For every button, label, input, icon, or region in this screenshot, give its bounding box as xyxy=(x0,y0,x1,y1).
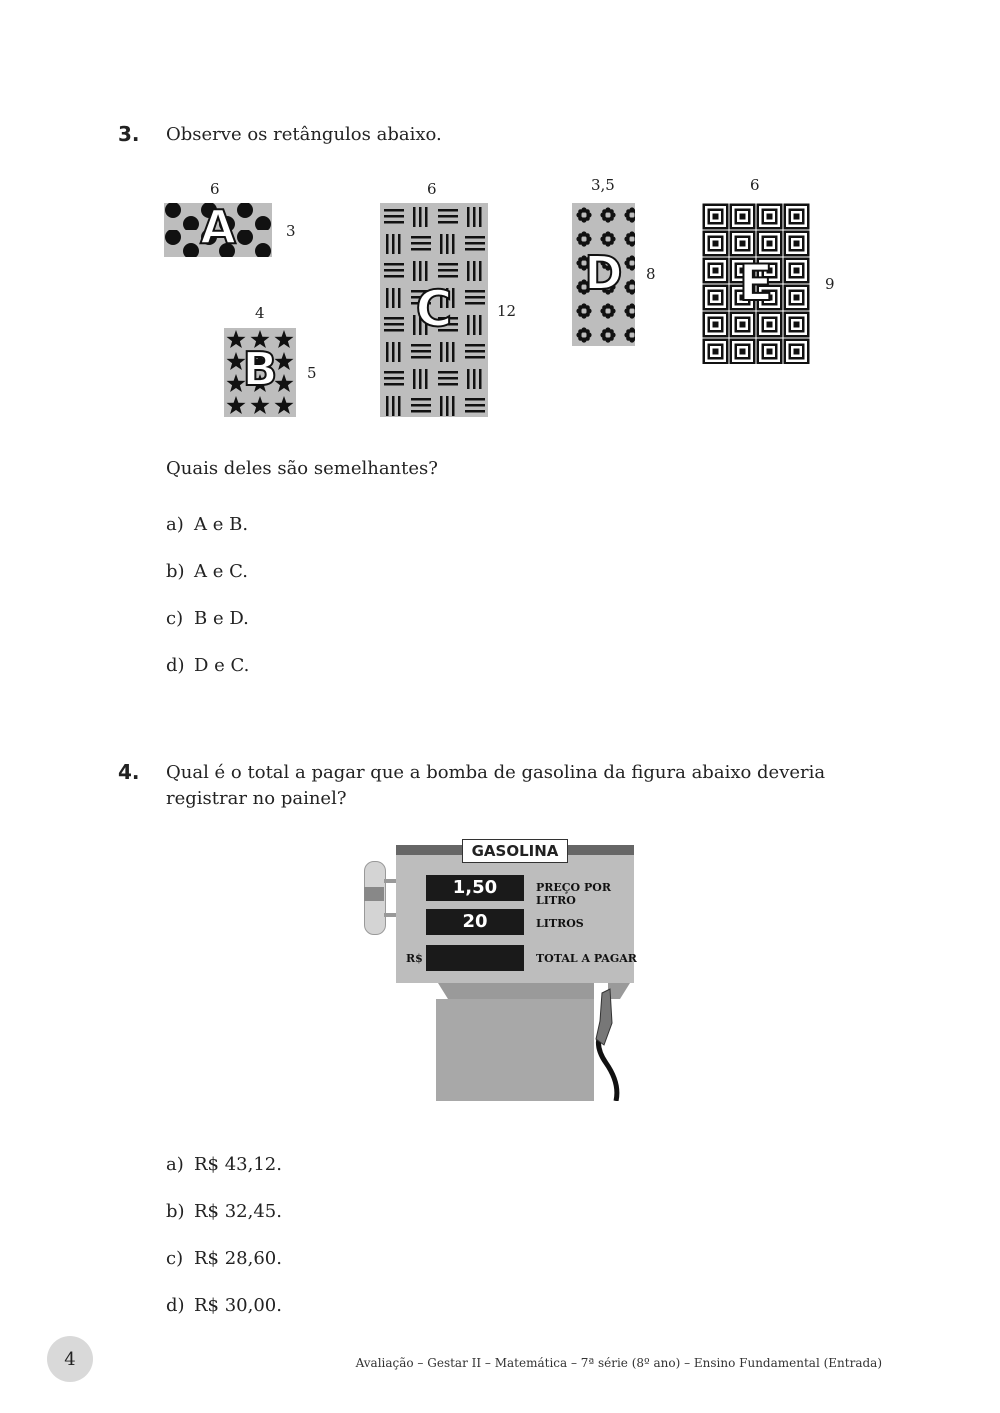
pump-body xyxy=(434,983,634,1101)
option-text: A e C. xyxy=(194,561,248,582)
question-3-number: 3. xyxy=(118,122,140,146)
option-text: A e B. xyxy=(194,514,249,535)
option-letter: a) xyxy=(166,1154,184,1175)
option-text: R$ 30,00. xyxy=(194,1295,282,1316)
option-text: R$ 32,45. xyxy=(194,1201,282,1222)
q4-option-d[interactable] xyxy=(166,1295,282,1316)
rect-b-letter: B xyxy=(242,342,278,396)
option-text: R$ 43,12. xyxy=(194,1154,282,1175)
footer-text: Avaliação – Gestar II – Matemática – 7ª série (8º ano) – Ensino Fundamental (Entrada) xyxy=(355,1356,882,1370)
rect-d-height-label: 8 xyxy=(646,265,656,283)
q3-option-a[interactable] xyxy=(166,514,248,535)
option-letter: c) xyxy=(166,608,184,629)
question-3-prompt: Observe os retângulos abaixo. xyxy=(166,124,442,145)
pump-holder-arm-top xyxy=(384,879,396,883)
rect-a-height-label: 3 xyxy=(286,222,296,240)
rect-a-letter: A xyxy=(200,200,236,254)
q4-option-c[interactable] xyxy=(166,1248,282,1269)
liters-display: 20 xyxy=(426,909,524,935)
total-label: TOTAL A PAGAR xyxy=(536,952,637,965)
q4-option-b[interactable] xyxy=(166,1201,282,1222)
rect-b-width-label: 4 xyxy=(255,304,265,322)
rect-d-width-label: 3,5 xyxy=(591,176,615,194)
page-number: 4 xyxy=(47,1336,93,1382)
question-3-subquestion: Quais deles são semelhantes? xyxy=(166,458,438,479)
option-letter: b) xyxy=(166,1201,185,1222)
rect-d-letter: D xyxy=(584,246,623,300)
price-display: 1,50 xyxy=(426,875,524,901)
option-letter: d) xyxy=(166,655,185,676)
option-letter: b) xyxy=(166,561,185,582)
q3-option-d[interactable] xyxy=(166,655,249,676)
question-4-number: 4. xyxy=(118,760,140,784)
rect-e-width-label: 6 xyxy=(750,176,760,194)
price-label: PREÇO POR LITRO xyxy=(536,881,611,907)
question-4-prompt: Qual é o total a pagar que a bomba de gasolina da figura abaixo deveria registrar no painel? xyxy=(166,762,826,809)
pump-holder-band xyxy=(364,887,384,901)
pump-title: GASOLINA xyxy=(462,839,568,863)
rect-e-height-label: 9 xyxy=(825,275,835,293)
option-letter: a) xyxy=(166,514,184,535)
liters-label: LITROS xyxy=(536,917,584,930)
total-display xyxy=(426,945,524,971)
option-letter: d) xyxy=(166,1295,185,1316)
q3-option-c[interactable] xyxy=(166,608,249,629)
rect-a-width-label: 6 xyxy=(210,180,220,198)
q4-option-a[interactable] xyxy=(166,1154,282,1175)
option-letter: c) xyxy=(166,1248,184,1269)
option-text: B e D. xyxy=(194,608,249,629)
rect-e-letter: E xyxy=(738,254,774,312)
rect-c-height-label: 12 xyxy=(497,302,517,320)
pump-holder-arm-bottom xyxy=(384,913,396,917)
currency-label: R$ xyxy=(406,952,423,965)
option-text: D e C. xyxy=(194,655,250,676)
rect-b-height-label: 5 xyxy=(307,364,317,382)
q3-option-b[interactable] xyxy=(166,561,248,582)
option-text: R$ 28,60. xyxy=(194,1248,282,1269)
rect-c-letter: C xyxy=(415,280,453,338)
gas-pump-figure xyxy=(360,835,650,1105)
rect-c-width-label: 6 xyxy=(427,180,437,198)
